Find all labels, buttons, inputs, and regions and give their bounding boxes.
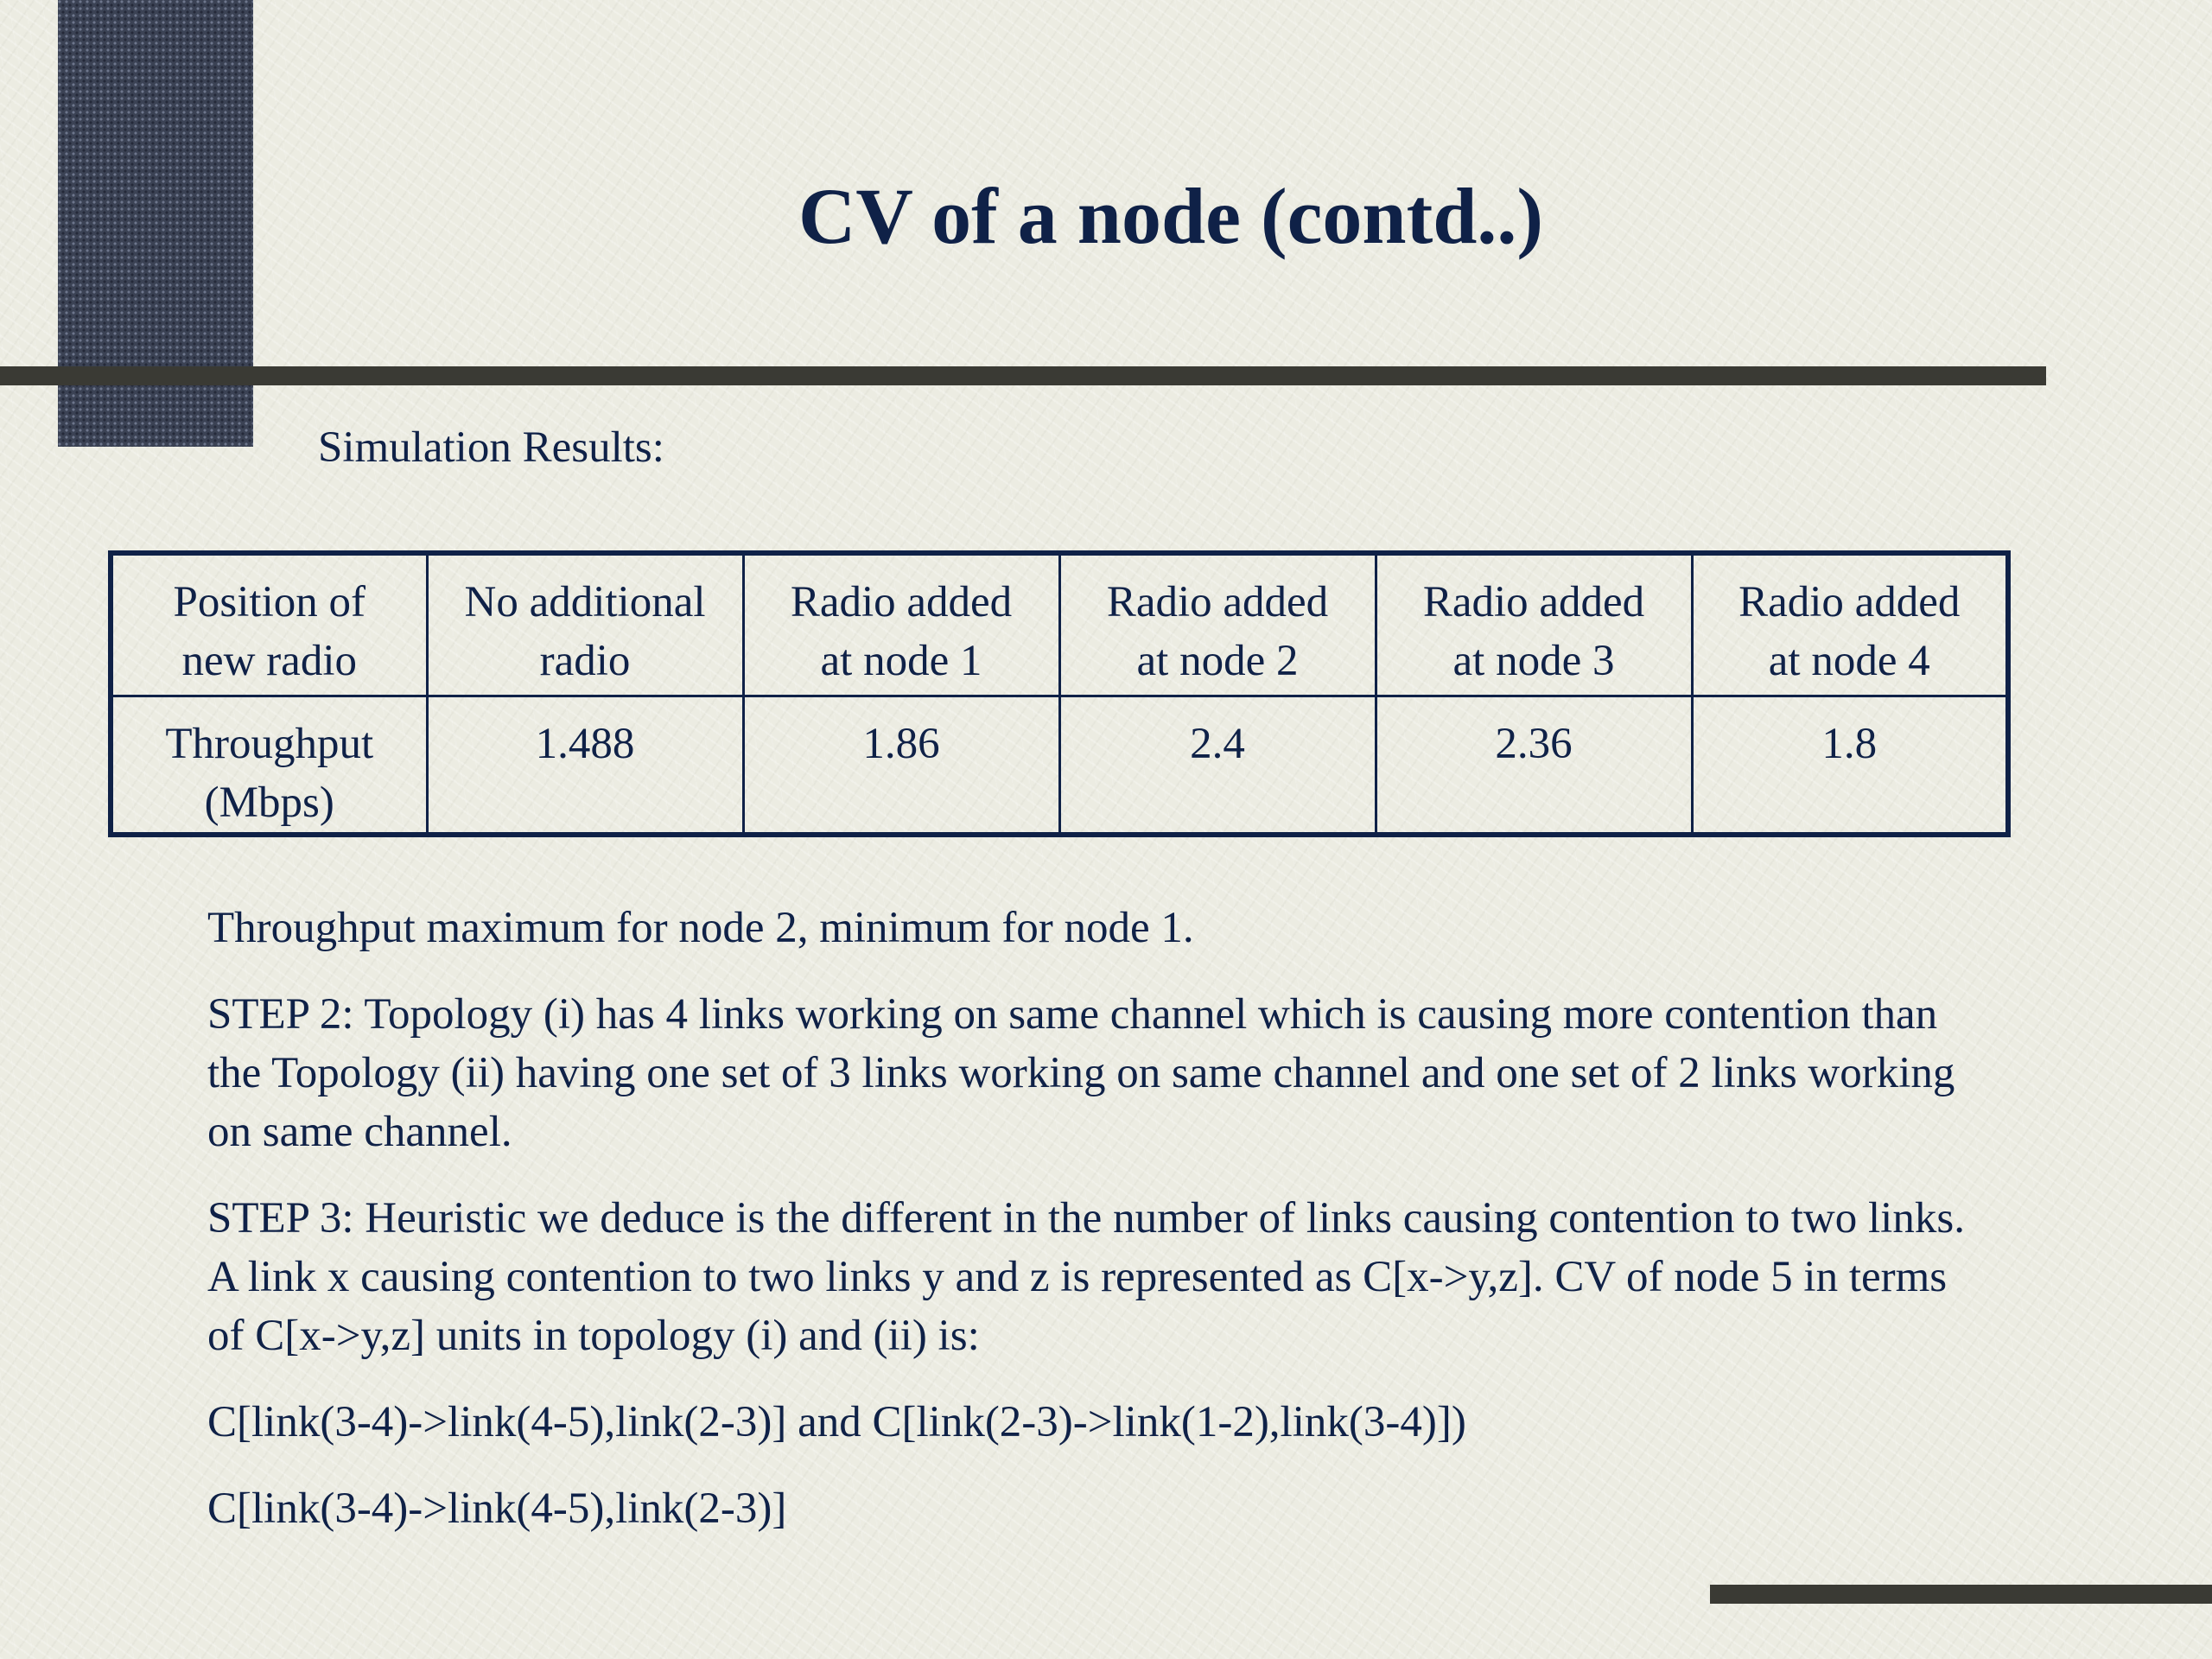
slide-title: CV of a node (contd..)	[798, 172, 1544, 260]
paragraph-throughput-summary: Throughput maximum for node 2, minimum for node 1.	[207, 904, 1194, 952]
table-cell-value: 1.86	[743, 696, 1059, 836]
table-row-label: Throughput (Mbps)	[111, 696, 427, 836]
paragraph-step-2: STEP 2: Topology (i) has 4 links working on same channel which is causing more contention than the Topology (ii) having one set of 3 links working on same channel and one set of 2 links working on same channel.	[207, 990, 1955, 1156]
table-cell-value: 1.8	[1692, 696, 2008, 836]
table-header-cell-node-1: Radio added at node 1	[743, 553, 1059, 696]
table-row-throughput	[111, 696, 2008, 836]
simulation-results-label: Simulation Results:	[318, 423, 664, 472]
table-header-cell-position: Position of new radio	[111, 553, 427, 696]
table-cell-value: 1.488	[427, 696, 743, 836]
table-header-cell-node-2: Radio added at node 2	[1059, 553, 1376, 696]
paragraph-step-3: STEP 3: Heuristic we deduce is the different in the number of links causing contention to two links. A link x causing contention to two links y and z is represented as C[x->y,z]. CV of node 5 in terms of C[x->y,z] units in topology (i) and (ii) is:	[207, 1194, 1965, 1360]
table-header-cell-node-3: Radio added at node 3	[1376, 553, 1692, 696]
paragraph-formula-2: C[link(3-4)->link(4-5),link(2-3)]	[207, 1484, 787, 1533]
table-header-cell-no-radio: No additional radio	[427, 553, 743, 696]
title-divider	[0, 366, 2046, 385]
slide-body	[207, 899, 1970, 1566]
table-cell-value: 2.4	[1059, 696, 1376, 836]
table-header-row	[111, 553, 2008, 696]
table-header-cell-node-4: Radio added at node 4	[1692, 553, 2008, 696]
footer-divider	[1710, 1585, 2212, 1604]
table-cell-value: 2.36	[1376, 696, 1692, 836]
paragraph-formula-1: C[link(3-4)->link(4-5),link(2-3)] and C[link(2-3)->link(1-2),link(3-4)])	[207, 1398, 1466, 1446]
simulation-results-table	[108, 550, 2011, 837]
